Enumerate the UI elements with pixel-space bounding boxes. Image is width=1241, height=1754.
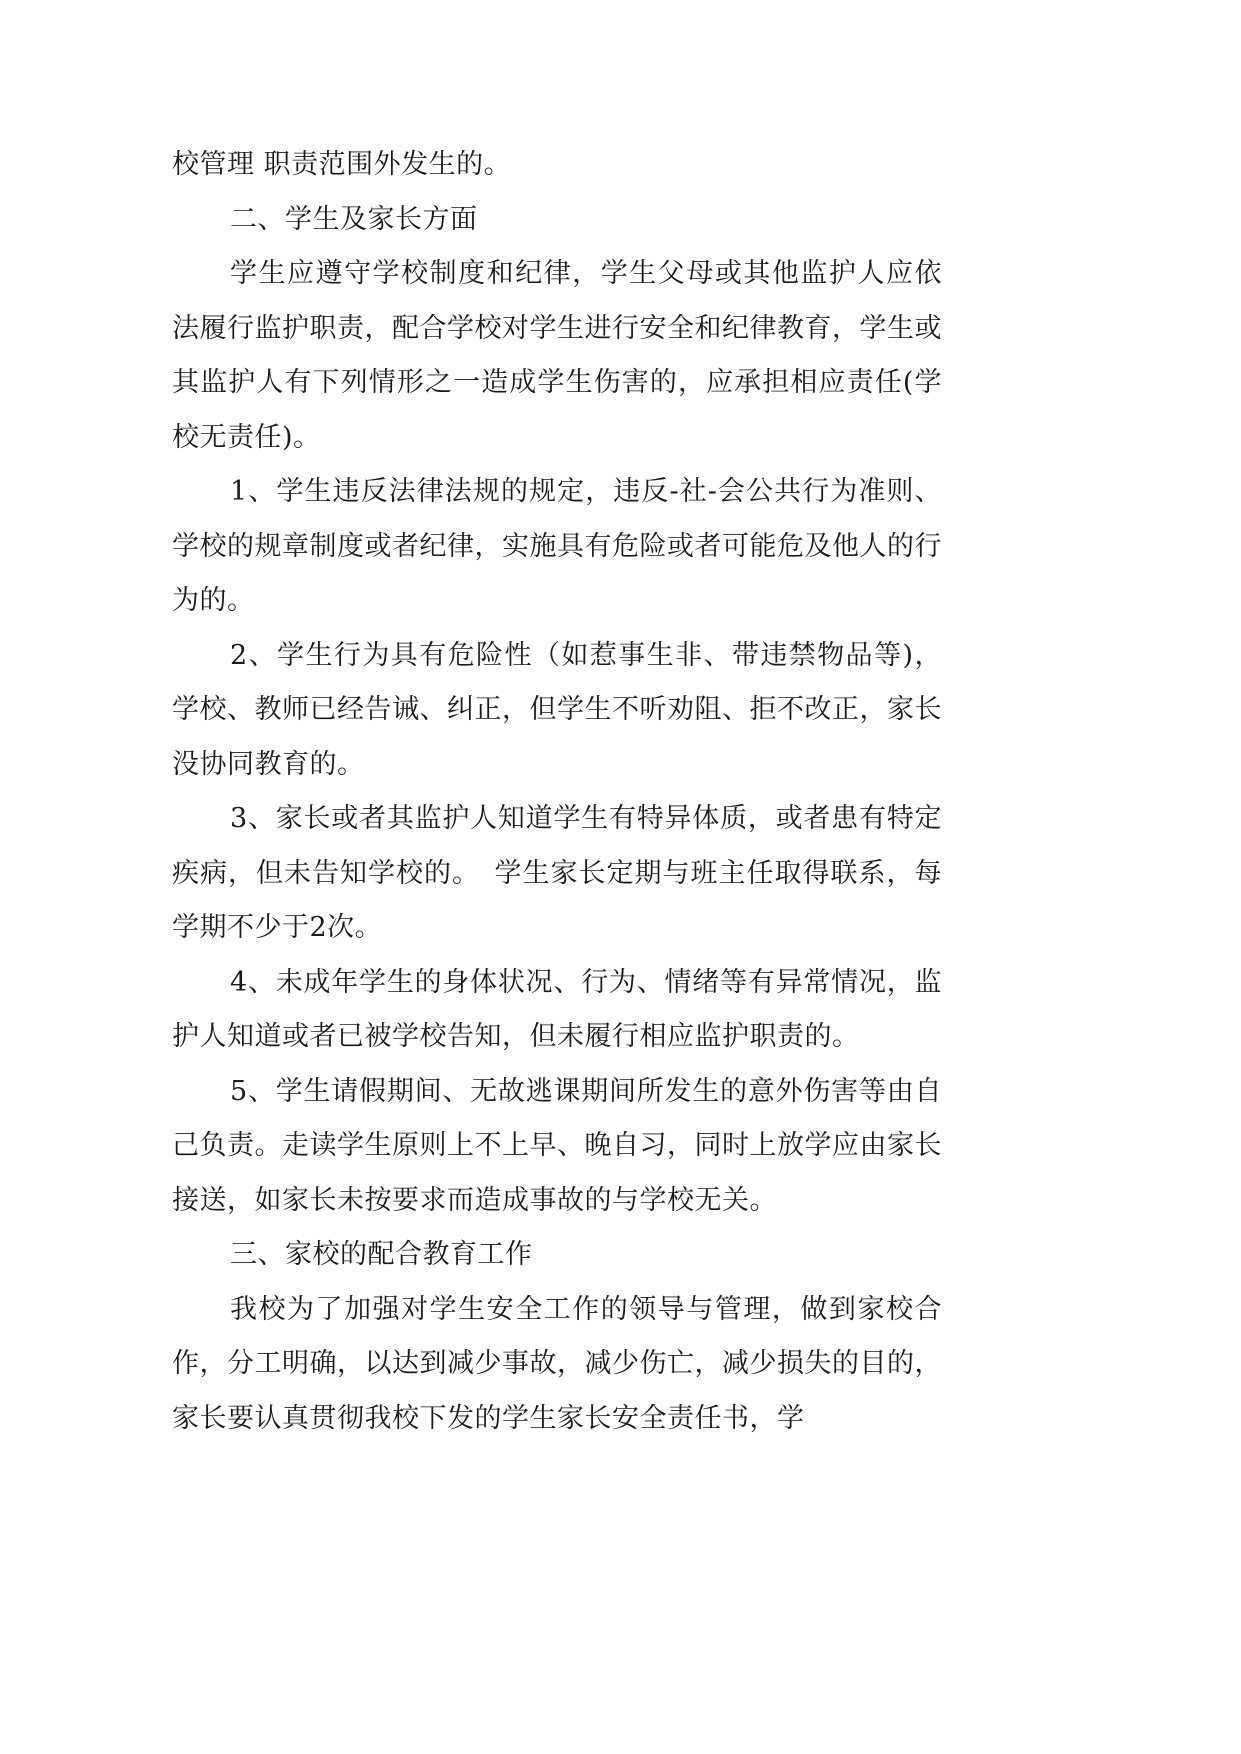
paragraph-student-obligations: 学生应遵守学校制度和纪律，学生父母或其他监护人应依法履行监护职责，配合学校对学生进行安全和纪律教育，学生或其监护人有下列情形之一造成学生伤害的，应承担相应责任(学校无责任)。 bbox=[172, 258, 942, 453]
list-item-4: 4、未成年学生的身体状况、行为、情绪等有异常情况，监护人知道或者已被学校告知，但未履行相应监护职责的。 bbox=[172, 966, 942, 1052]
document-body bbox=[172, 138, 942, 1446]
paragraph-continuation: 校管理 职责范围外发生的。 bbox=[172, 149, 512, 180]
list-item-2: 2、学生行为具有危险性（如惹事生非、带违禁物品等)，学校、教师已经告诫、纠正，但学生不听劝阻、拒不改正，家长没协同教育的。 bbox=[172, 639, 942, 780]
section-heading-students-parents: 二、学生及家长方面 bbox=[230, 203, 478, 235]
paragraph-cooperation: 我校为了加强对学生安全工作的领导与管理，做到家校合作，分工明确，以达到减少事故，减少伤亡，减少损失的目的，家长要认真贯彻我校下发的学生家长安全责任书，学 bbox=[172, 1293, 942, 1434]
section-heading-cooperation: 三、家校的配合教育工作 bbox=[230, 1239, 533, 1270]
list-item-5: 5、学生请假期间、无故逃课期间所发生的意外伤害等由自己负责。走读学生原则上不上早、晚自习，同时上放学应由家长接送，如家长未按要求而造成事故的与学校无关。 bbox=[172, 1075, 942, 1216]
list-item-3: 3、家长或者其监护人知道学生有特异体质，或者患有特定疾病，但未告知学校的。 学生家长定期与班主任取得联系，每学期不少于2次。 bbox=[172, 803, 942, 943]
list-item-1: 1、学生违反法律法规的规定，违反-社-会公共行为准则、学校的规章制度或者纪律，实施具有危险或者可能危及他人的行为的。 bbox=[172, 476, 942, 616]
